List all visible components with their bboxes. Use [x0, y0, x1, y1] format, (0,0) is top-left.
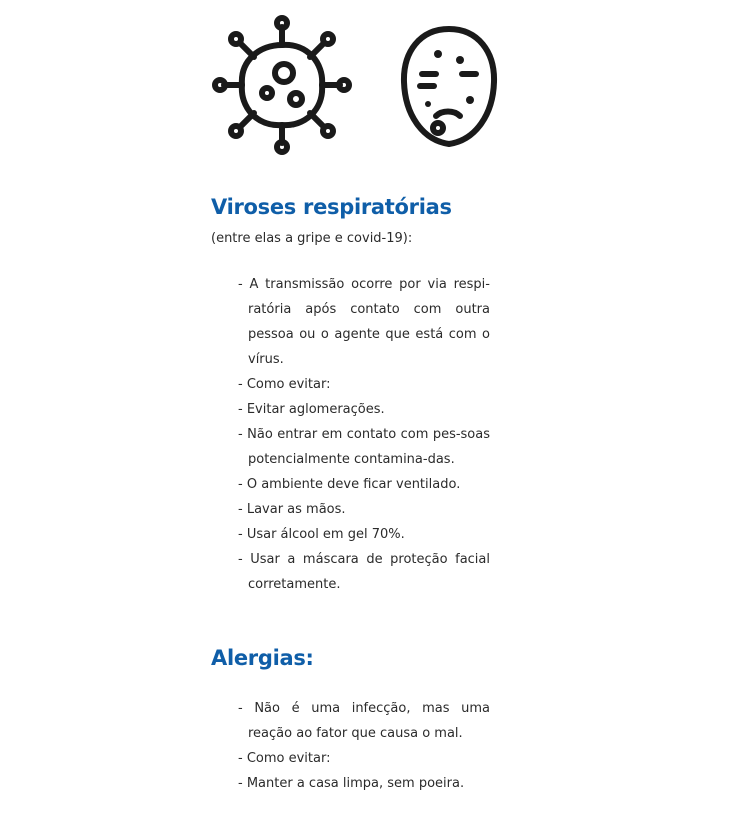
- list-item: - O ambiente deve ficar ventilado.: [238, 477, 461, 492]
- list-item: - Usar álcool em gel 70%.: [238, 527, 405, 542]
- section-heading-respiratory-viruses: Viroses respiratórias: [211, 195, 452, 219]
- list-item: - Como evitar:: [238, 377, 331, 392]
- virus-icon: [212, 15, 352, 155]
- list-item: - Lavar as mãos.: [238, 502, 346, 517]
- list-item: - Usar a máscara de proteção facial corretamente.: [238, 552, 490, 592]
- list-item: - A transmissão ocorre por via respi-ratória após contato com outra pessoa ou o agente que está com o vírus.: [238, 277, 490, 367]
- list-item: - Manter a casa limpa, sem poeira.: [238, 776, 465, 791]
- list-item: - Não é uma infecção, mas uma reação ao fator que causa o mal.: [238, 701, 490, 741]
- sick-face-icon: [398, 24, 500, 152]
- respiratory-viruses-list: [238, 272, 490, 597]
- section-subtitle: (entre elas a gripe e covid-19):: [211, 231, 413, 246]
- section-heading-allergies: Alergias:: [211, 646, 314, 670]
- list-item: - Como evitar:: [238, 751, 331, 766]
- list-item: - Não entrar em contato com pes-soas potencialmente contamina-das.: [238, 427, 490, 467]
- list-item: - Evitar aglomerações.: [238, 402, 385, 417]
- allergies-list: [238, 696, 490, 796]
